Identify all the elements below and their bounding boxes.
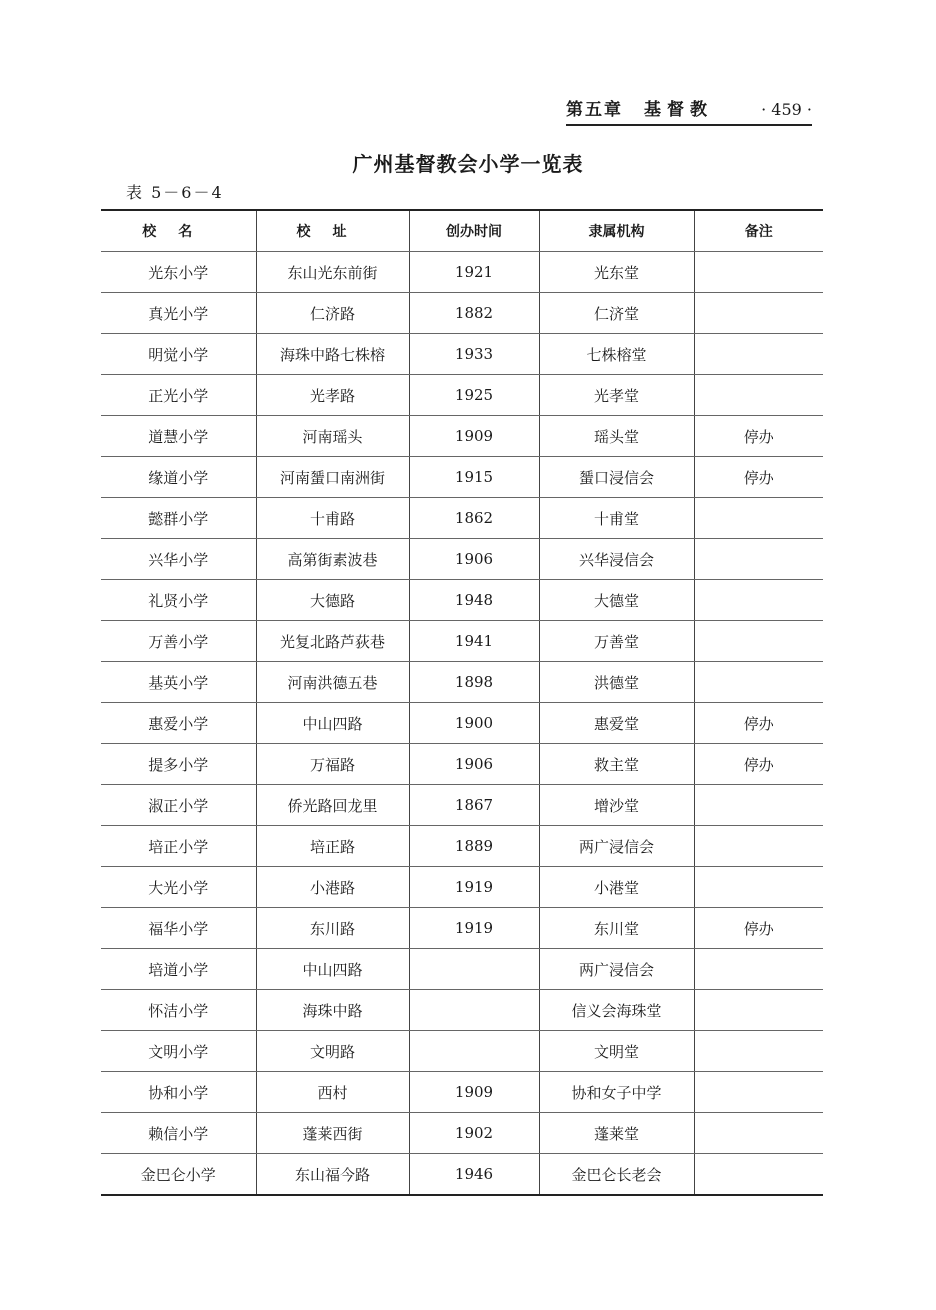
chapter-label: 第五章 <box>566 100 623 120</box>
table-row <box>101 908 823 949</box>
affiliation-cell: 小港堂 <box>539 867 694 908</box>
affiliation-cell: 信义会海珠堂 <box>539 990 694 1031</box>
table-body <box>101 252 823 1196</box>
affiliation-cell: 惠爱堂 <box>539 703 694 744</box>
founded-year-cell: 1909 <box>409 1072 539 1113</box>
school-name-cell: 光东小学 <box>101 252 256 293</box>
address-cell: 侨光路回龙里 <box>256 785 409 826</box>
table-row <box>101 744 823 785</box>
remarks-cell <box>694 334 823 375</box>
address-cell: 仁济路 <box>256 293 409 334</box>
table-row <box>101 621 823 662</box>
school-name-cell: 懿群小学 <box>101 498 256 539</box>
remarks-cell <box>694 539 823 580</box>
remarks-cell <box>694 580 823 621</box>
address-cell: 小港路 <box>256 867 409 908</box>
affiliation-cell: 瑶头堂 <box>539 416 694 457</box>
founded-year-cell: 1906 <box>409 539 539 580</box>
table-row <box>101 1072 823 1113</box>
affiliation-cell: 兴华浸信会 <box>539 539 694 580</box>
remarks-cell: 停办 <box>694 703 823 744</box>
affiliation-cell: 万善堂 <box>539 621 694 662</box>
remarks-cell: 停办 <box>694 908 823 949</box>
address-cell: 中山四路 <box>256 949 409 990</box>
table-row <box>101 498 823 539</box>
affiliation-cell: 协和女子中学 <box>539 1072 694 1113</box>
table-header <box>101 210 823 252</box>
address-cell: 河南蜑口南洲街 <box>256 457 409 498</box>
table-number: 表 5－6－4 <box>126 183 224 202</box>
table-row <box>101 539 823 580</box>
remarks-cell <box>694 990 823 1031</box>
address-cell: 河南洪德五巷 <box>256 662 409 703</box>
address-cell: 东山光东前街 <box>256 252 409 293</box>
affiliation-cell: 金巴仑长老会 <box>539 1154 694 1196</box>
address-cell: 海珠中路 <box>256 990 409 1031</box>
founded-year-cell: 1867 <box>409 785 539 826</box>
table-row <box>101 1031 823 1072</box>
address-cell: 西村 <box>256 1072 409 1113</box>
founded-year-cell: 1948 <box>409 580 539 621</box>
address-cell: 光孝路 <box>256 375 409 416</box>
column-header-address: 校址 <box>256 210 409 252</box>
column-header-remarks: 备注 <box>694 210 823 252</box>
affiliation-cell: 洪德堂 <box>539 662 694 703</box>
school-name-cell: 惠爱小学 <box>101 703 256 744</box>
school-name-cell: 基英小学 <box>101 662 256 703</box>
table-row <box>101 662 823 703</box>
table-row <box>101 867 823 908</box>
founded-year-cell: 1919 <box>409 867 539 908</box>
remarks-cell <box>694 826 823 867</box>
founded-year-cell: 1902 <box>409 1113 539 1154</box>
table-row <box>101 416 823 457</box>
founded-year-cell: 1925 <box>409 375 539 416</box>
address-cell: 高第街素波巷 <box>256 539 409 580</box>
founded-year-cell: 1906 <box>409 744 539 785</box>
school-name-cell: 协和小学 <box>101 1072 256 1113</box>
affiliation-cell: 七株榕堂 <box>539 334 694 375</box>
founded-year-cell: 1898 <box>409 662 539 703</box>
remarks-cell <box>694 1154 823 1196</box>
founded-year-cell: 1900 <box>409 703 539 744</box>
address-cell: 海珠中路七株榕 <box>256 334 409 375</box>
remarks-cell: 停办 <box>694 457 823 498</box>
remarks-cell <box>694 498 823 539</box>
founded-year-cell: 1941 <box>409 621 539 662</box>
school-name-cell: 大光小学 <box>101 867 256 908</box>
table-row <box>101 375 823 416</box>
address-cell: 光复北路芦荻巷 <box>256 621 409 662</box>
column-header-name: 校名 <box>101 210 256 252</box>
address-cell: 培正路 <box>256 826 409 867</box>
column-header-affiliation: 隶属机构 <box>539 210 694 252</box>
address-cell: 文明路 <box>256 1031 409 1072</box>
school-name-cell: 道慧小学 <box>101 416 256 457</box>
affiliation-cell: 仁济堂 <box>539 293 694 334</box>
remarks-cell <box>694 949 823 990</box>
school-name-cell: 兴华小学 <box>101 539 256 580</box>
school-name-cell: 缘道小学 <box>101 457 256 498</box>
founded-year-cell: 1946 <box>409 1154 539 1196</box>
affiliation-cell: 文明堂 <box>539 1031 694 1072</box>
page-number: · 459 · <box>761 100 812 119</box>
section-label: 基督教 <box>644 100 713 120</box>
table-row <box>101 1154 823 1196</box>
remarks-cell <box>694 293 823 334</box>
founded-year-cell <box>409 990 539 1031</box>
school-name-cell: 万善小学 <box>101 621 256 662</box>
founded-year-cell: 1921 <box>409 252 539 293</box>
table-row <box>101 785 823 826</box>
founded-year-cell: 1919 <box>409 908 539 949</box>
founded-year-cell <box>409 949 539 990</box>
remarks-cell <box>694 867 823 908</box>
school-name-cell: 正光小学 <box>101 375 256 416</box>
affiliation-cell: 十甫堂 <box>539 498 694 539</box>
founded-year-cell: 1933 <box>409 334 539 375</box>
table-row <box>101 457 823 498</box>
table-title: 广州基督教会小学一览表 <box>352 152 584 176</box>
affiliation-cell: 光东堂 <box>539 252 694 293</box>
remarks-cell <box>694 785 823 826</box>
table-row <box>101 703 823 744</box>
school-name-cell: 淑正小学 <box>101 785 256 826</box>
address-cell: 十甫路 <box>256 498 409 539</box>
affiliation-cell: 增沙堂 <box>539 785 694 826</box>
school-name-cell: 金巴仑小学 <box>140 1165 216 1184</box>
founded-year-cell: 1862 <box>409 498 539 539</box>
founded-year-cell <box>409 1031 539 1072</box>
table-row <box>101 580 823 621</box>
affiliation-cell: 大德堂 <box>539 580 694 621</box>
school-name-cell: 福华小学 <box>101 908 256 949</box>
remarks-cell: 停办 <box>694 744 823 785</box>
affiliation-cell: 两广浸信会 <box>539 826 694 867</box>
affiliation-cell: 两广浸信会 <box>539 949 694 990</box>
address-cell: 万福路 <box>256 744 409 785</box>
header-row <box>101 210 823 252</box>
school-name-cell: 文明小学 <box>101 1031 256 1072</box>
remarks-cell <box>694 1072 823 1113</box>
table-row <box>101 826 823 867</box>
table-row <box>101 334 823 375</box>
affiliation-cell: 蜑口浸信会 <box>539 457 694 498</box>
affiliation-cell: 蓬莱堂 <box>539 1113 694 1154</box>
remarks-cell <box>694 1031 823 1072</box>
table-row <box>101 293 823 334</box>
remarks-cell <box>694 1113 823 1154</box>
founded-year-cell: 1915 <box>409 457 539 498</box>
address-cell: 东川路 <box>256 908 409 949</box>
address-cell: 中山四路 <box>256 703 409 744</box>
school-name-cell: 明觉小学 <box>101 334 256 375</box>
remarks-cell <box>694 621 823 662</box>
column-header-founded: 创办时间 <box>409 210 539 252</box>
founded-year-cell: 1909 <box>409 416 539 457</box>
remarks-cell <box>694 662 823 703</box>
address-cell: 蓬莱西街 <box>256 1113 409 1154</box>
table-row <box>101 990 823 1031</box>
school-name-cell: 真光小学 <box>101 293 256 334</box>
schools-table <box>101 209 823 1196</box>
remarks-cell: 停办 <box>694 416 823 457</box>
school-name-cell: 赖信小学 <box>101 1113 256 1154</box>
school-name-cell: 怀洁小学 <box>101 990 256 1031</box>
affiliation-cell: 救主堂 <box>539 744 694 785</box>
address-cell: 大德路 <box>256 580 409 621</box>
founded-year-cell: 1889 <box>409 826 539 867</box>
table-row <box>101 252 823 293</box>
founded-year-cell: 1882 <box>409 293 539 334</box>
remarks-cell <box>694 252 823 293</box>
school-name-cell: 培道小学 <box>101 949 256 990</box>
running-header <box>566 96 812 126</box>
table-row <box>101 1113 823 1154</box>
affiliation-cell: 东川堂 <box>539 908 694 949</box>
school-name-cell: 礼贤小学 <box>101 580 256 621</box>
affiliation-cell: 光孝堂 <box>539 375 694 416</box>
table-row <box>101 949 823 990</box>
school-name-cell: 提多小学 <box>101 744 256 785</box>
address-cell: 河南瑶头 <box>256 416 409 457</box>
school-name-cell: 培正小学 <box>101 826 256 867</box>
address-cell: 东山福今路 <box>256 1154 409 1196</box>
remarks-cell <box>694 375 823 416</box>
